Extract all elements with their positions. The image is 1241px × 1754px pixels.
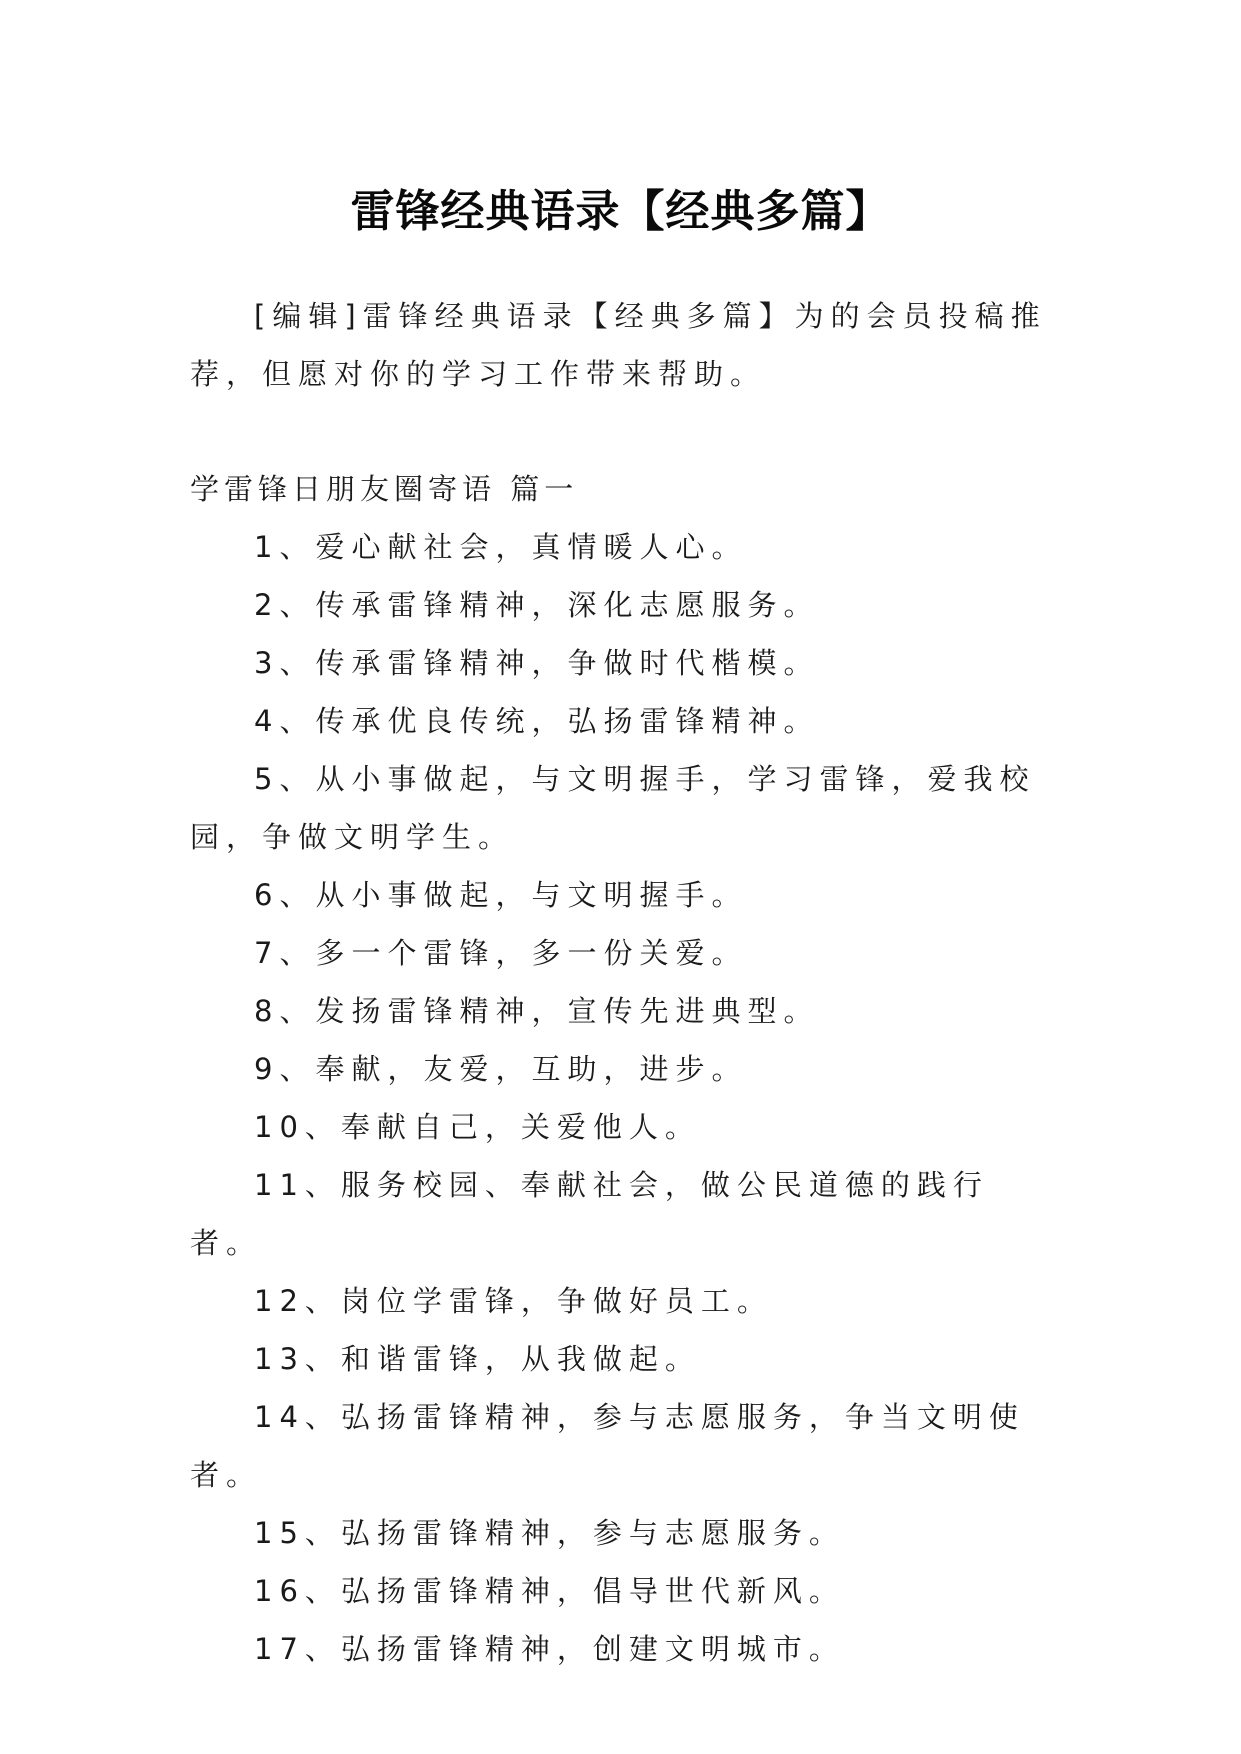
list-item: 1、爱心献社会，真情暖人心。 — [254, 530, 748, 564]
list-item: 8、发扬雷锋精神，宣传先进典型。 — [254, 994, 820, 1028]
list-item: 11、服务校园、奉献社会，做公民道德的践行者。 — [190, 1168, 989, 1260]
list-item: 5、从小事做起，与文明握手，学习雷锋，爱我校园，争做文明学生。 — [190, 762, 1036, 854]
list-item: 6、从小事做起，与文明握手。 — [254, 878, 748, 912]
page-title: 雷锋经典语录【经典多篇】 — [350, 186, 891, 238]
list-item: 3、传承雷锋精神，争做时代楷模。 — [254, 646, 820, 680]
intro-paragraph: [编辑]雷锋经典语录【经典多篇】为的会员投稿推荐，但愿对你的学习工作带来帮助。 — [190, 299, 1047, 391]
list-item: 14、弘扬雷锋精神，参与志愿服务，争当文明使者。 — [190, 1400, 1025, 1492]
list-item: 9、奉献，友爱，互助，进步。 — [254, 1052, 748, 1086]
list-item: 12、岗位学雷锋，争做好员工。 — [254, 1284, 773, 1318]
list-item: 16、弘扬雷锋精神，倡导世代新风。 — [254, 1574, 845, 1608]
list-item: 17、弘扬雷锋精神，创建文明城市。 — [254, 1632, 845, 1666]
list-item: 2、传承雷锋精神，深化志愿服务。 — [254, 588, 820, 622]
list-item: 7、多一个雷锋，多一份关爱。 — [254, 936, 748, 970]
quote-list — [190, 518, 1050, 1678]
list-item: 13、和谐雷锋，从我做起。 — [254, 1342, 701, 1376]
list-item: 15、弘扬雷锋精神，参与志愿服务。 — [254, 1516, 845, 1550]
section-heading: 学雷锋日朋友圈寄语 篇一 — [190, 472, 579, 506]
list-item: 4、传承优良传统，弘扬雷锋精神。 — [254, 704, 820, 738]
list-item: 10、奉献自己，关爱他人。 — [254, 1110, 701, 1144]
